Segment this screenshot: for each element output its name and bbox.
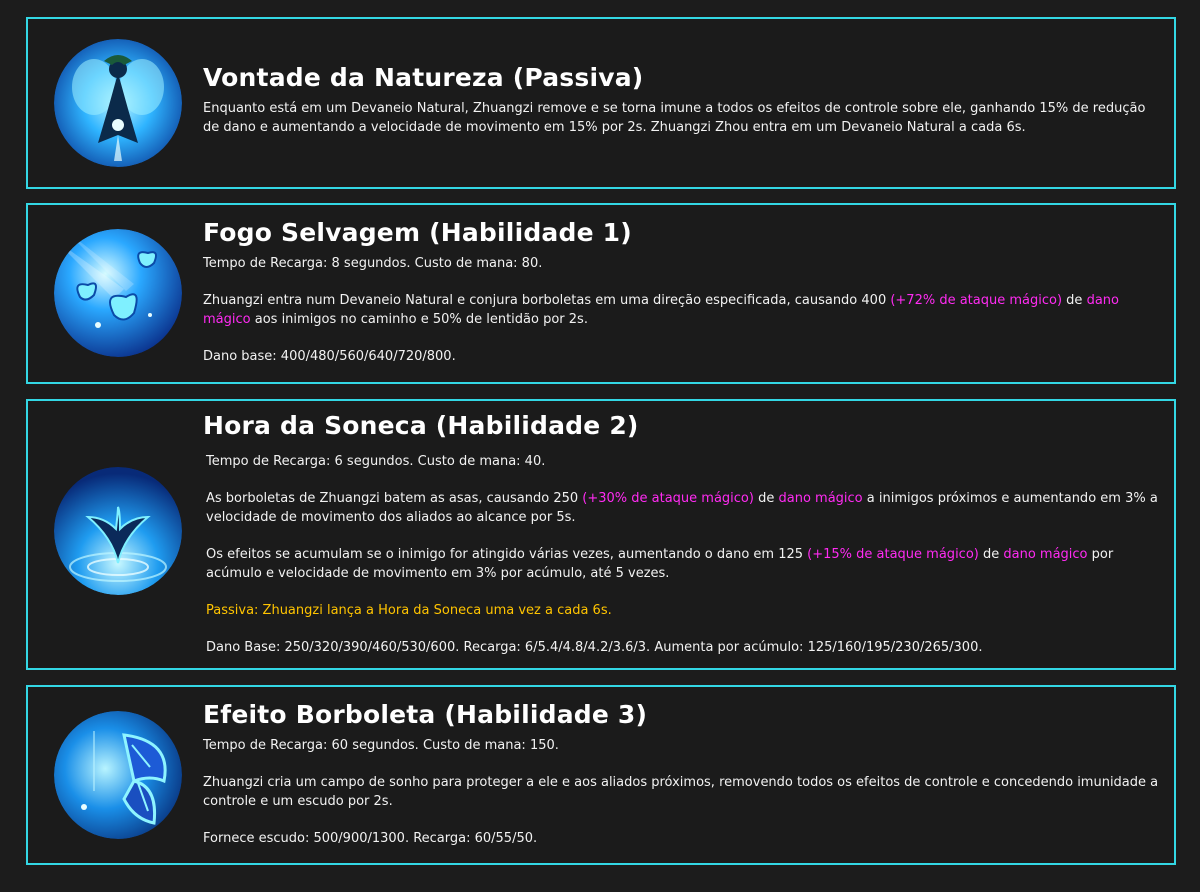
- skill-cost: Tempo de Recarga: 60 segundos. Custo de mana: 150.: [203, 738, 559, 753]
- skill-panel-3: [26, 685, 1176, 865]
- magic-scaling: (+72% de ataque mágico): [890, 293, 1063, 308]
- skill-title: Fogo Selvagem (Habilidade 1): [203, 218, 632, 247]
- skill-title: Hora da Soneca (Habilidade 2): [203, 411, 639, 440]
- magic-damage-label: dano mágico: [203, 293, 1119, 327]
- skill-description: As borboletas de Zhuangzi batem as asas, causando 250 (+30% de ataque mágico) de dano mágico a inimigos próximos e aumentando em 3% a velocidade de movimento dos aliados ao alcance por 5s.: [206, 491, 1158, 525]
- skill-description: Enquanto está em um Devaneio Natural, Zhuangzi remove e se torna imune a todos os efeitos de controle sobre ele, ganhando 15% de redução de dano e aumentando a velocidade de movimento em 15% por 2s. Zhuangzi Zhou entra em um Devaneio Natural a cada 6s.: [203, 101, 1146, 135]
- skill-panel-2: [26, 399, 1176, 670]
- magic-damage-label: dano mágico: [1003, 547, 1088, 562]
- butterflies-icon: [54, 229, 182, 357]
- magic-scaling: (+15% de ataque mágico): [807, 547, 979, 562]
- butterfly-wing-icon: [54, 711, 182, 839]
- whale-tail-icon: [54, 467, 182, 595]
- skill-base-stats: Dano Base: 250/320/390/460/530/600. Recarga: 6/5.4/4.8/4.2/3.6/3. Aumenta por acúmulo: 125/160/195/230/265/300.: [206, 640, 983, 655]
- skill-panel-passive: [26, 17, 1176, 189]
- skill-base-stats: Dano base: 400/480/560/640/720/800.: [203, 349, 456, 364]
- skill-base-stats: Fornece escudo: 500/900/1300. Recarga: 60/55/50.: [203, 831, 538, 846]
- skill-title: Efeito Borboleta (Habilidade 3): [203, 700, 648, 729]
- skill-stack-description: Os efeitos se acumulam se o inimigo for atingido várias vezes, aumentando o dano em 125 (+15% de ataque mágico) de dano mágico por acúmulo e velocidade de movimento em 3% por acúmulo, até 5 vezes.: [206, 547, 1114, 581]
- skill-description: Zhuangzi cria um campo de sonho para proteger a ele e aos aliados próximos, removendo todos os efeitos de controle e concedendo imunidade a controle e um escudo por 2s.: [203, 775, 1159, 809]
- magic-damage-label: dano mágico: [778, 491, 863, 506]
- skill-title: Vontade da Natureza (Passiva): [203, 63, 644, 92]
- nature-dancer-icon: [54, 39, 182, 167]
- skill-cost: Tempo de Recarga: 8 segundos. Custo de mana: 80.: [203, 256, 543, 271]
- skill-description: Zhuangzi entra num Devaneio Natural e conjura borboletas em uma direção especificada, causando 400 (+72% de ataque mágico) de dano mágico aos inimigos no caminho e 50% de lentidão por 2s.: [203, 293, 1119, 327]
- skill-cost: Tempo de Recarga: 6 segundos. Custo de mana: 40.: [206, 454, 546, 469]
- magic-scaling: (+30% de ataque mágico): [582, 491, 754, 506]
- skill-passive-note: Passiva: Zhuangzi lança a Hora da Soneca uma vez a cada 6s.: [206, 603, 612, 618]
- skill-panel-1: [26, 203, 1176, 384]
